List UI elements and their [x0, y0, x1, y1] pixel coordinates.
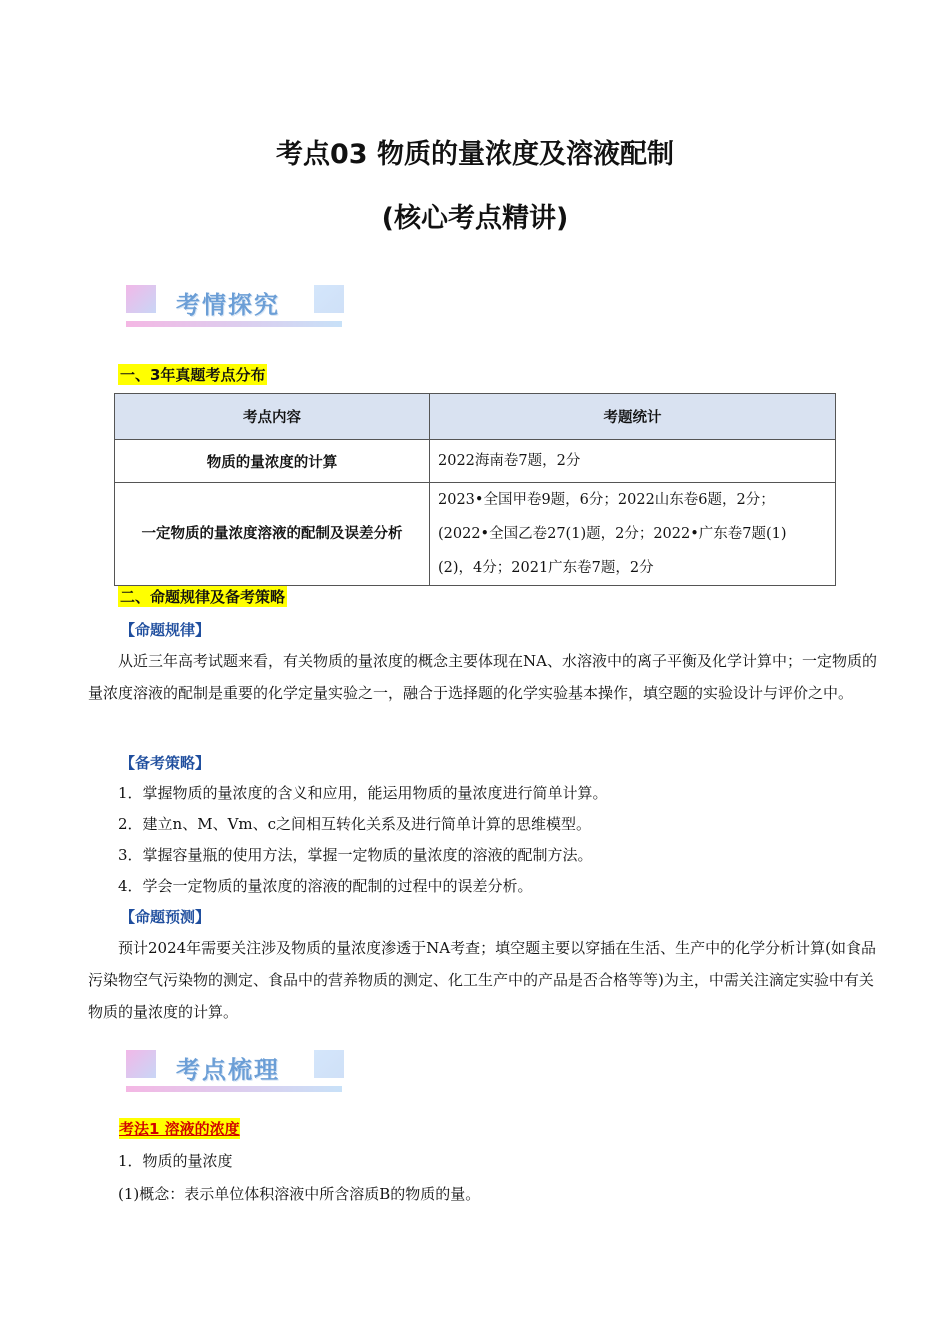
- method-heading: 考法1 溶液的浓度: [119, 1120, 240, 1138]
- table-cell-stats: [430, 483, 836, 586]
- prediction-paragraph: [88, 932, 880, 1028]
- label-strategy: 【备考策略】: [120, 754, 211, 772]
- prediction-text: 预计2024年需要关注涉及物质的量浓度渗透于NA考查；填空题主要以穿插在生活、生产中的化学分析计算(如食品污染物空气污染物的测定、食品中的营养物质的测定、化工生产中的产品是否合格等等)为主，中需关注滴定实验中有关物质的量浓度的计算。: [88, 939, 876, 1021]
- table-row: [115, 483, 836, 586]
- banner-key-points: [126, 1050, 356, 1096]
- banner-title: 考情探究: [176, 291, 280, 319]
- section-heading-rules: 二、命题规律及备考策略: [120, 588, 286, 606]
- label-prediction: 【命题预测】: [120, 908, 211, 926]
- rule-text: 从近三年高考试题来看，有关物质的量浓度的概念主要体现在NA、水溶液中的离子平衡及化学计算中；一定物质的量浓度溶液的配制是重要的化学定量实验之一，融合于选择题的化学实验基本操作，填空题的实验设计与评价之中。: [88, 652, 877, 702]
- stats-line: (2)，4分；2021广东卷7题，2分: [438, 560, 654, 576]
- stats-line: (2022•全国乙卷27(1)题，2分；2022•广东卷7题(1): [438, 526, 787, 542]
- table-header: 考题统计: [430, 394, 836, 440]
- table-header: 考点内容: [115, 394, 430, 440]
- table-cell-topic: 物质的量浓度的计算: [115, 440, 430, 483]
- item-heading: 1．物质的量浓度: [118, 1152, 233, 1170]
- table-row: [115, 440, 836, 483]
- strategy-item: 4．学会一定物质的量浓度的溶液的配制的过程中的误差分析。: [118, 877, 533, 895]
- table-header-row: [115, 394, 836, 440]
- definition-line: (1)概念：表示单位体积溶液中所含溶质B的物质的量。: [118, 1185, 481, 1203]
- banner-title: 考点梳理: [176, 1056, 280, 1084]
- banner-exam-analysis: [126, 285, 356, 331]
- stats-line: 2023•全国甲卷9题，6分；2022山东卷6题，2分；: [438, 492, 775, 508]
- table-cell-topic: 一定物质的量浓度溶液的配制及误差分析: [115, 483, 430, 586]
- page-title: 考点03 物质的量浓度及溶液配制: [276, 139, 674, 170]
- page-subtitle: (核心考点精讲): [381, 203, 569, 234]
- rule-paragraph: [88, 645, 880, 709]
- exam-distribution-table: [114, 393, 836, 586]
- table-cell-stats: 2022海南卷7题，2分: [430, 440, 836, 483]
- label-rules: 【命题规律】: [120, 621, 211, 639]
- strategy-item: 1．掌握物质的量浓度的含义和应用，能运用物质的量浓度进行简单计算。: [118, 784, 608, 802]
- section-heading-distribution: 一、3年真题考点分布: [120, 366, 266, 384]
- strategy-item: 3．掌握容量瓶的使用方法，掌握一定物质的量浓度的溶液的配制方法。: [118, 846, 593, 864]
- strategy-item: 2．建立n、M、Vm、c之间相互转化关系及进行简单计算的思维模型。: [118, 815, 592, 833]
